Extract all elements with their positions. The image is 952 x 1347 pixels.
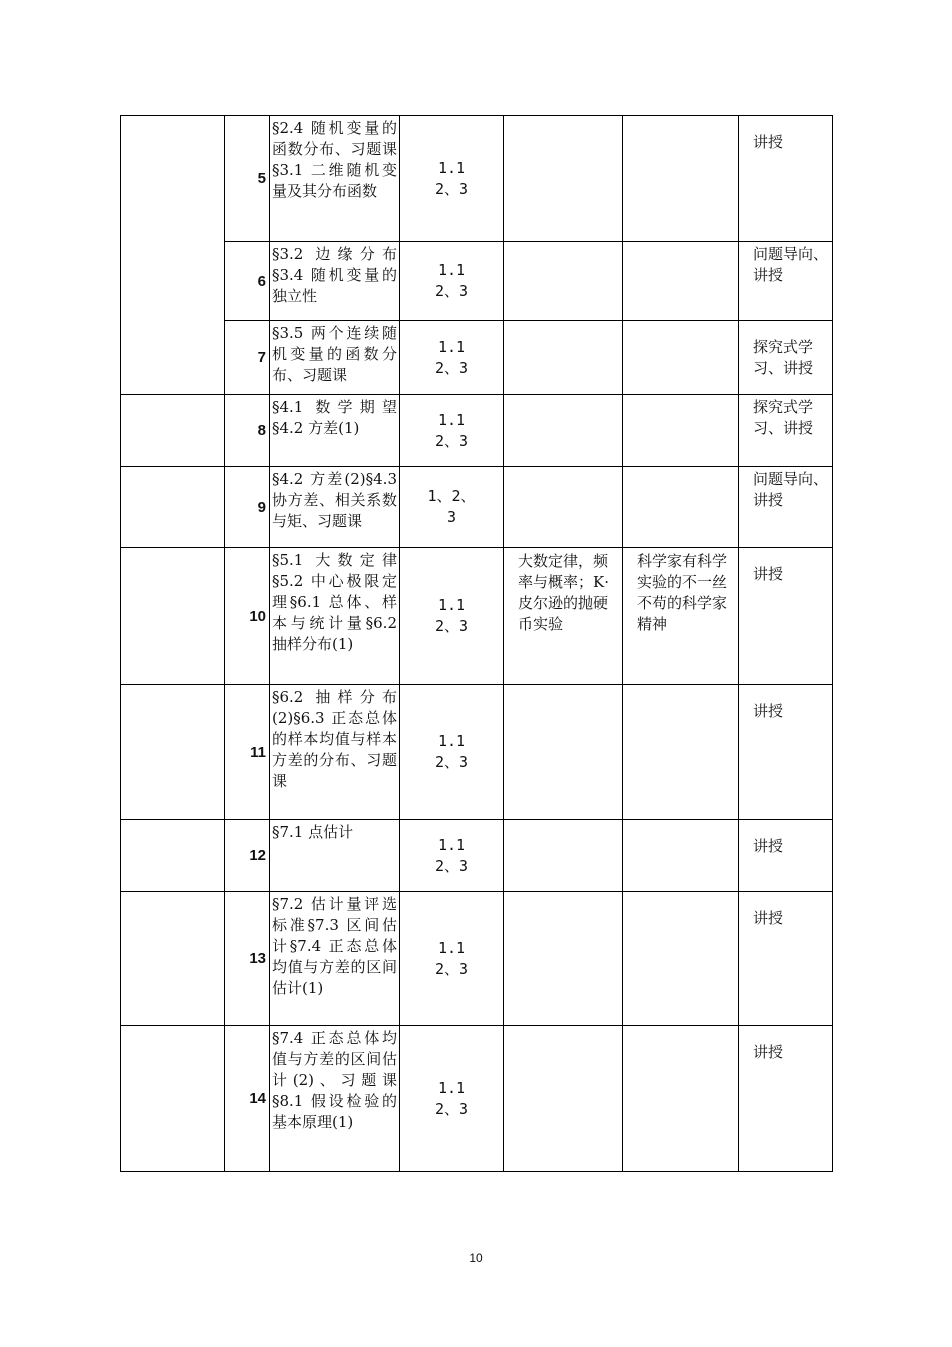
week-number: 10 <box>225 548 270 685</box>
goal-line: 2、3 <box>434 753 469 771</box>
course-schedule-table <box>120 115 833 1172</box>
week-number: 8 <box>225 395 270 467</box>
blank-cell <box>121 116 225 395</box>
content-cell <box>504 467 623 548</box>
blank-cell <box>121 548 225 685</box>
week-number: 6 <box>225 242 270 321</box>
goal-line: 1.1 <box>437 938 466 957</box>
method-cell: 讲授 <box>739 548 833 685</box>
goals-cell <box>400 116 504 242</box>
table-row <box>121 1026 833 1172</box>
ideology-cell <box>623 820 739 892</box>
topic-cell: §7.1 点估计 <box>270 820 400 892</box>
method-cell: 探究式学习、讲授 <box>739 321 833 395</box>
goal-line: 1.1 <box>437 1078 466 1097</box>
goal-line: 2、3 <box>434 358 469 377</box>
content-cell <box>504 685 623 820</box>
ideology-cell <box>623 467 739 548</box>
goals-cell <box>400 467 504 548</box>
goals-cell <box>400 892 504 1026</box>
topic-cell: §2.4 随机变量的函数分布、习题课§3.1 二维随机变量及其分布函数 <box>270 116 400 242</box>
week-number: 7 <box>225 321 270 395</box>
content-cell <box>504 242 623 321</box>
goals-cell <box>400 395 504 467</box>
blank-cell <box>121 467 225 548</box>
topic-cell: §6.2 抽样分布(2)§6.3 正态总体的样本均值与样本方差的分布、习题课 <box>270 685 400 820</box>
method-cell: 探究式学习、讲授 <box>739 395 833 467</box>
table-row <box>121 467 833 548</box>
table-row <box>121 548 833 685</box>
table-row <box>121 395 833 467</box>
blank-cell <box>121 685 225 820</box>
goals-cell <box>400 548 504 685</box>
goal-line: 3 <box>446 508 457 526</box>
goal-line: 1.1 <box>437 835 466 854</box>
ideology-cell <box>623 242 739 321</box>
method-cell: 讲授 <box>739 820 833 892</box>
content-cell <box>504 892 623 1026</box>
blank-cell <box>121 1026 225 1172</box>
topic-cell: §3.5 两个连续随机变量的函数分布、习题课 <box>270 321 400 395</box>
table-row <box>121 242 833 321</box>
week-number: 14 <box>225 1026 270 1172</box>
goal-line: 1.1 <box>437 732 466 750</box>
goal-line: 1.1 <box>437 596 466 614</box>
week-number: 5 <box>225 116 270 242</box>
week-number: 13 <box>225 892 270 1026</box>
ideology-cell: 科学家有科学实验的不一丝不苟的科学家精神 <box>623 548 739 685</box>
goals-cell <box>400 321 504 395</box>
method-cell: 问题导向、讲授 <box>739 467 833 548</box>
table-row <box>121 892 833 1026</box>
topic-cell: §4.1 数学期望§4.2 方差(1) <box>270 395 400 467</box>
goal-line: 2、3 <box>434 959 469 978</box>
goals-cell <box>400 820 504 892</box>
table-row <box>121 116 833 242</box>
goal-line: 2、3 <box>434 1099 469 1118</box>
ideology-cell <box>623 685 739 820</box>
topic-cell: §5.1 大数定律§5.2 中心极限定理§6.1 总体、样本与统计量§6.2 抽样分布(1) <box>270 548 400 685</box>
goals-cell <box>400 242 504 321</box>
method-cell: 讲授 <box>739 685 833 820</box>
content-cell <box>504 1026 623 1172</box>
table-row <box>121 685 833 820</box>
topic-cell: §7.2 估计量评选标准§7.3 区间估计§7.4 正态总体均值与方差的区间估计(1) <box>270 892 400 1026</box>
goal-line: 1.1 <box>437 261 466 279</box>
ideology-cell <box>623 321 739 395</box>
goal-line: 1.1 <box>437 337 466 356</box>
goal-line: 1.1 <box>437 410 466 429</box>
week-number: 11 <box>225 685 270 820</box>
ideology-cell <box>623 892 739 1026</box>
table-body <box>121 116 833 1172</box>
goal-line: 2、3 <box>434 617 469 635</box>
ideology-cell <box>623 116 739 242</box>
goals-cell <box>400 685 504 820</box>
goal-line: 1、2、 <box>427 487 476 505</box>
content-cell <box>504 321 623 395</box>
goal-line: 2、3 <box>434 282 469 300</box>
table-row <box>121 820 833 892</box>
ideology-cell <box>623 395 739 467</box>
method-cell: 讲授 <box>739 116 833 242</box>
method-cell: 讲授 <box>739 892 833 1026</box>
goal-line: 2、3 <box>434 856 469 875</box>
blank-cell <box>121 395 225 467</box>
blank-cell <box>121 820 225 892</box>
goal-line: 2、3 <box>434 431 469 450</box>
content-cell: 大数定律，频率与概率；K·皮尔逊的抛硬币实验 <box>504 548 623 685</box>
content-cell <box>504 820 623 892</box>
method-cell: 问题导向、讲授 <box>739 242 833 321</box>
topic-cell: §3.2 边缘分布§3.4 随机变量的独立性 <box>270 242 400 321</box>
topic-cell: §7.4 正态总体均值与方差的区间估计(2)、习题课§8.1 假设检验的基本原理(1) <box>270 1026 400 1172</box>
goal-line: 1.1 <box>437 158 466 177</box>
goals-cell <box>400 1026 504 1172</box>
goal-line: 2、3 <box>434 179 469 198</box>
week-number: 9 <box>225 467 270 548</box>
method-cell: 讲授 <box>739 1026 833 1172</box>
ideology-cell <box>623 1026 739 1172</box>
table-row <box>121 321 833 395</box>
blank-cell <box>121 892 225 1026</box>
content-cell <box>504 395 623 467</box>
topic-cell: §4.2 方差(2)§4.3 协方差、相关系数与矩、习题课 <box>270 467 400 548</box>
content-cell <box>504 116 623 242</box>
week-number: 12 <box>225 820 270 892</box>
page-number: 10 <box>469 1251 483 1265</box>
